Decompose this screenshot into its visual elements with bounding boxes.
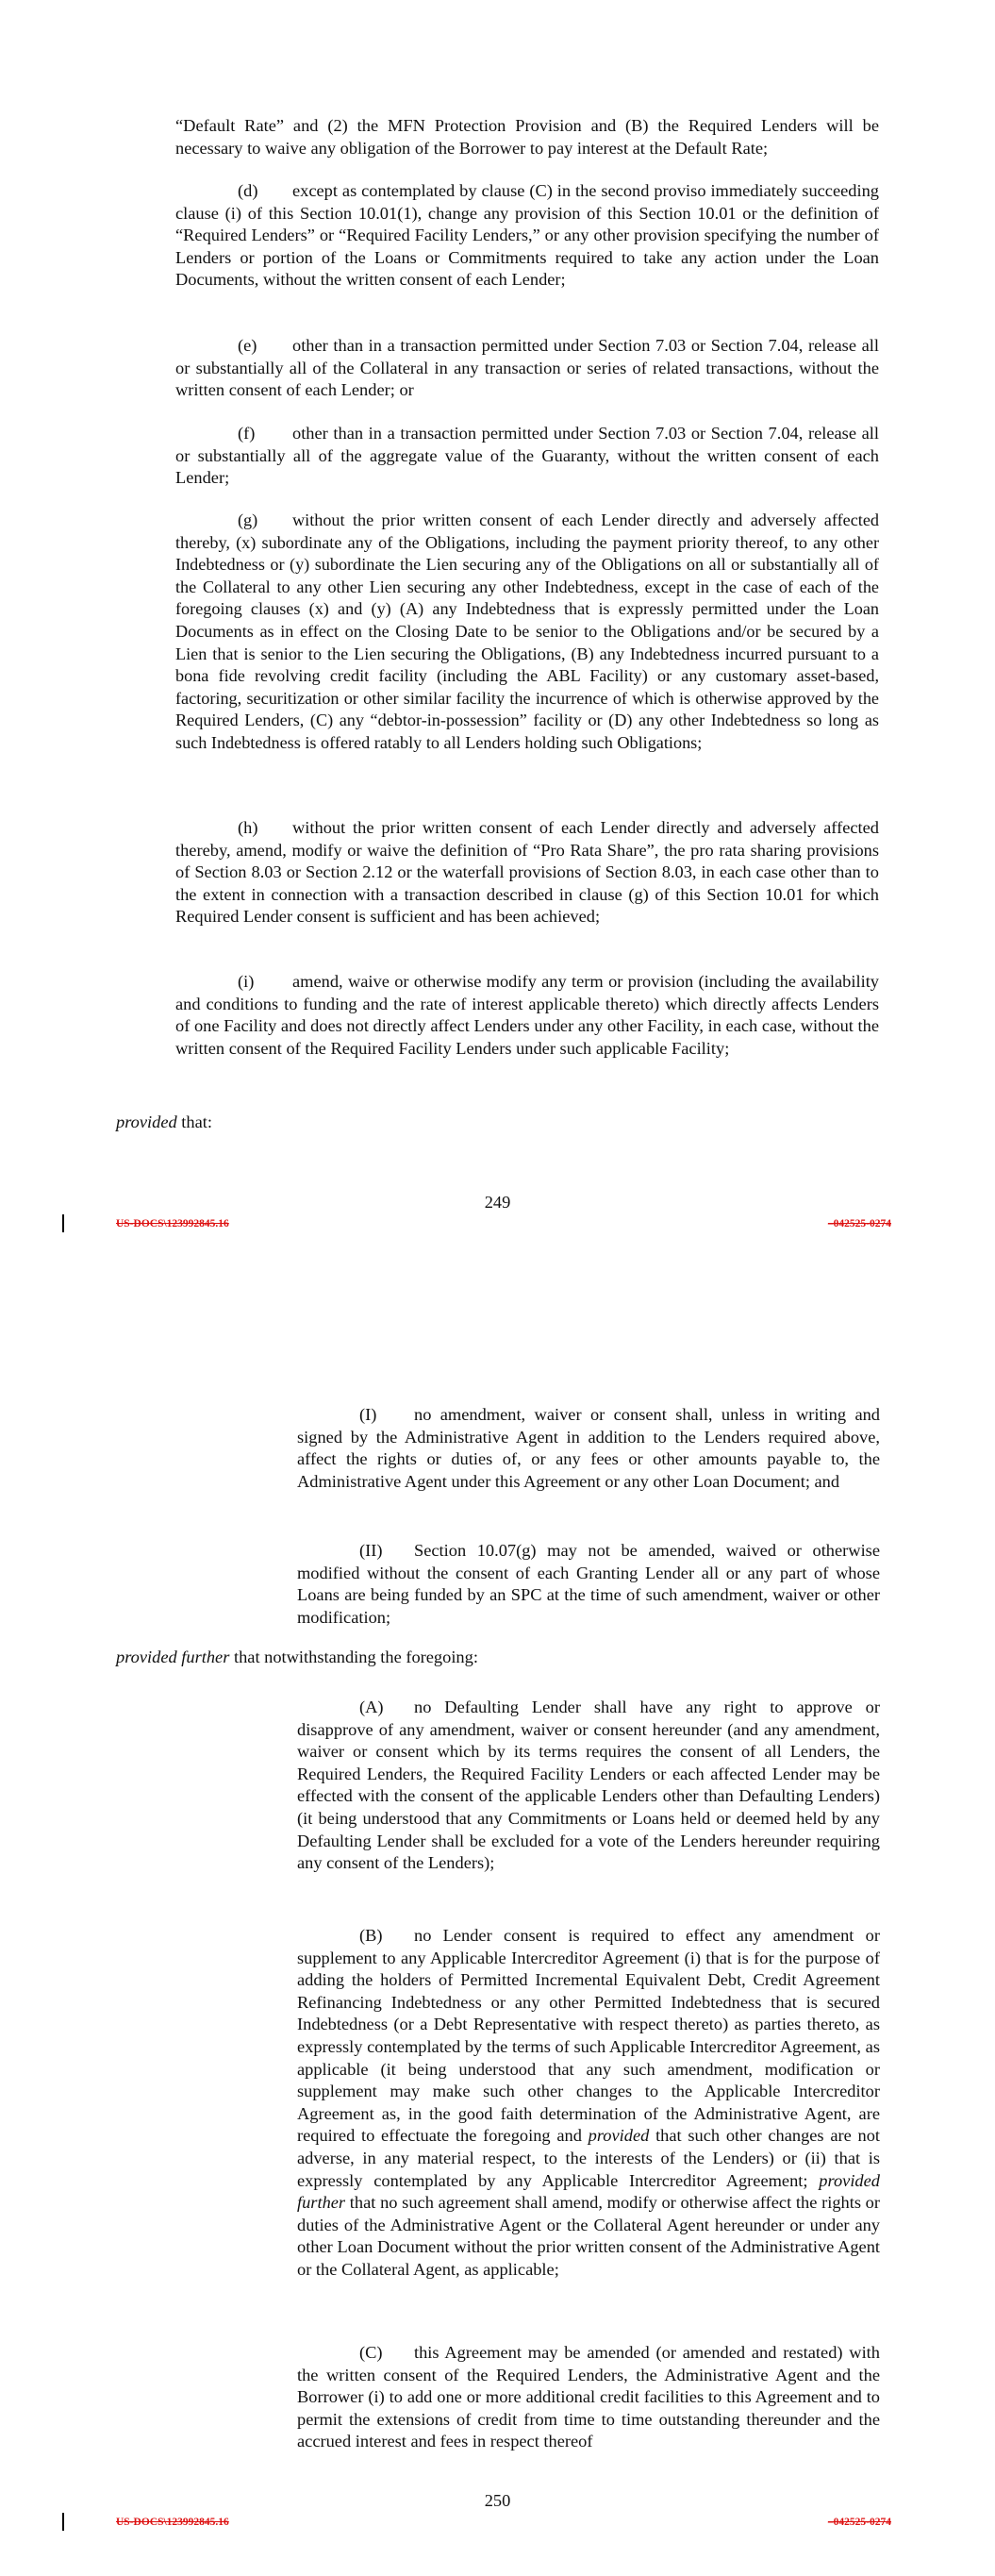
clause-text: no amendment, waiver or consent shall, unless in writing and signed by the Administrative Agent in addition to the Lenders required above, affect the rights or duties of, or any fees or other amounts payable to, the Administrative Agent under this Agreement or any other Loan Document; and	[297, 1405, 880, 1491]
page-number: 249	[484, 1193, 511, 1212]
clause-label: (B)	[359, 1926, 383, 1945]
clause-II	[297, 1540, 880, 1629]
clause-label: (I)	[359, 1405, 377, 1424]
clause-italic-2: provided further	[297, 2170, 880, 2213]
matter-ref: –042525-0274	[827, 1218, 891, 1229]
proviso-rest: that:	[176, 1112, 212, 1131]
doc-id: US-DOCS\123992845.16	[116, 1218, 229, 1229]
proviso-further-heading	[116, 1647, 478, 1669]
proviso-rest: that notwithstanding the foregoing:	[229, 1648, 478, 1666]
clause-text: this Agreement may be amended (or amended and restated) with the written consent of the Required Lenders, the Administrative Agent and the Borrower (i) to add one or more additional credit facilities to this Agreement and to permit the extensions of credit from time to time outstanding thereunder and the accrued interest and fees in respect thereof	[297, 2343, 880, 2451]
proviso-italic: provided further	[116, 1648, 230, 1666]
clause-f	[175, 423, 879, 490]
clause-text: without the prior written consent of each Lender directly and adversely affected thereby, (x) subordinate any of the Obligations, including the payment priority thereof, to any other Indebtedness or (y) subordinate the Lien securing any of the Obligations on all or substantially all of the Collateral to any other Lien securing any other Indebtedness, except in the case of each of the foregoing clauses (x) and (y) (A) any Indebtedness that is expressly permitted under the Loan Documents as in effect on the Closing Date to be senior to the Obligations and/or be secured by a Lien that is senior to the Lien securing the Obligations, (B) any Indebtedness incurred pursuant to a bona fide revolving credit facility (including the ABL Facility) or any customary asset-based, factoring, securitization or other similar facility the incurrence of which is otherwise approved by the Required Lenders, (C) any “debtor-in-possession” facility or (D) any other Indebtedness so long as such Indebtedness is offered ratably to all Lenders holding such Obligations;	[175, 510, 879, 752]
doc-id: US-DOCS\123992845.16	[116, 2517, 229, 2528]
clause-label: (e)	[238, 336, 257, 355]
clause-label: (g)	[238, 510, 258, 529]
change-bar	[62, 2513, 64, 2531]
clause-text-1: no Lender consent is required to effect any amendment or supplement to any Applicable Intercreditor Agreement (i) that is for the purpose of adding the holders of Permitted Incremental Equivalent Debt, Credit Agreement Refinancing Indebtedness or any other Permitted Indebtedness that is secured Indebtedness (or a Debt Representative with respect thereto) as parties thereto, as expressly contemplated by the terms of such Applicable Intercreditor Agreement, as applicable (it being understood that any such amendment, modification or supplement may make such other changes to the Applicable Intercreditor Agreement as, in the good faith determination of the Administrative Agent, are required to effectuate the foregoing and	[297, 1926, 880, 2146]
clause-B	[297, 1925, 880, 2282]
continuation-paragraph: “Default Rate” and (2) the MFN Protection Provision and (B) the Required Lenders will be necessary to waive any obligation of the Borrower to pay interest at the Default Rate;	[175, 116, 879, 158]
page-number: 250	[484, 2491, 511, 2510]
clause-text-3: that no such agreement shall amend, modify or otherwise affect the rights or duties of the Administrative Agent or the Collateral Agent hereunder or under any other Loan Document without the prior written consent of the Administrative Agent or the Collateral Agent, as applicable;	[297, 2193, 880, 2279]
clause-label: (d)	[238, 181, 258, 200]
clause-text-2: that such other changes are not adverse, in any material respect, to the interests of the Lenders) or (ii) that is expressly contemplated by any Applicable Intercreditor Agreement;	[297, 2126, 880, 2190]
matter-ref: –042525-0274	[827, 2517, 891, 2528]
clause-h	[175, 817, 879, 928]
clause-A	[297, 1697, 880, 1875]
clause-label: (C)	[359, 2343, 383, 2362]
clause-text: no Defaulting Lender shall have any right to approve or disapprove of any amendment, waiver or consent hereunder (and any amendment, waiver or consent which by its terms requires the consent of all Lenders, the Required Lenders, the Required Facility Lenders or each affected Lender may be effected with the consent of the applicable Lenders other than Defaulting Lenders) (it being understood that any Commitments or Loans held or deemed held by any Defaulting Lender shall be excluded for a vote of the Lenders hereunder requiring any consent of the Lenders);	[297, 1698, 880, 1873]
clause-text: other than in a transaction permitted under Section 7.03 or Section 7.04, release all or substantially all of the Collateral in any transaction or series of related transactions, without the written consent of each Lender; or	[175, 336, 879, 400]
clause-text: except as contemplated by clause (C) in the second proviso immediately succeeding clause (i) of this Section 10.01(1), change any provision of this Section 10.01 or the definition of “Required Lenders” or “Required Facility Lenders,” or any other provision specifying the number of Lenders or portion of the Loans or Commitments required to take any action under the Loan Documents, without the written consent of each Lender;	[175, 181, 879, 290]
page-footer	[0, 1214, 995, 1237]
page-250	[0, 1255, 995, 2576]
clause-d	[175, 180, 879, 292]
change-bar	[62, 1214, 64, 1232]
clause-text: Section 10.07(g) may not be amended, waived or otherwise modified without the consent of each Granting Lender all or any part of whose Loans are being funded by an SPC at the time of such amendment, waiver or other modification;	[297, 1541, 880, 1627]
clause-i	[175, 971, 879, 1060]
clause-g	[175, 510, 879, 755]
clause-label: (f)	[238, 424, 256, 443]
clause-label: (h)	[238, 818, 258, 837]
proviso-heading	[116, 1112, 212, 1134]
clause-e	[175, 335, 879, 402]
page-footer	[0, 2513, 995, 2535]
clause-text: other than in a transaction permitted under Section 7.03 or Section 7.04, release all or substantially all of the aggregate value of the Guaranty, without the written consent of each Lender;	[175, 424, 879, 488]
clause-C	[297, 2342, 880, 2453]
clause-label: (i)	[238, 972, 255, 991]
clause-I	[297, 1404, 880, 1493]
clause-text: without the prior written consent of each Lender directly and adversely affected thereby, amend, modify or waive the definition of “Pro Rata Share”, the pro rata sharing provisions of Section 8.03 or Section 2.12 or the waterfall provisions of Section 8.03, in each case other than to the extent in connection with a transaction described in clause (g) of this Section 10.01 for which Required Lender consent is sufficient and has been achieved;	[175, 818, 879, 927]
clause-italic-1: provided	[588, 2126, 650, 2146]
clause-label: (A)	[359, 1698, 384, 1716]
proviso-italic: provided	[116, 1112, 177, 1131]
page-249	[0, 0, 995, 1255]
clause-label: (II)	[359, 1541, 383, 1560]
clause-text: amend, waive or otherwise modify any term or provision (including the availability and conditions to funding and the rate of interest applicable thereto) which directly affects Lenders of one Facility and does not directly affect Lenders under any other Facility, in each case, without the written consent of the Required Facility Lenders under such applicable Facility;	[175, 972, 879, 1058]
